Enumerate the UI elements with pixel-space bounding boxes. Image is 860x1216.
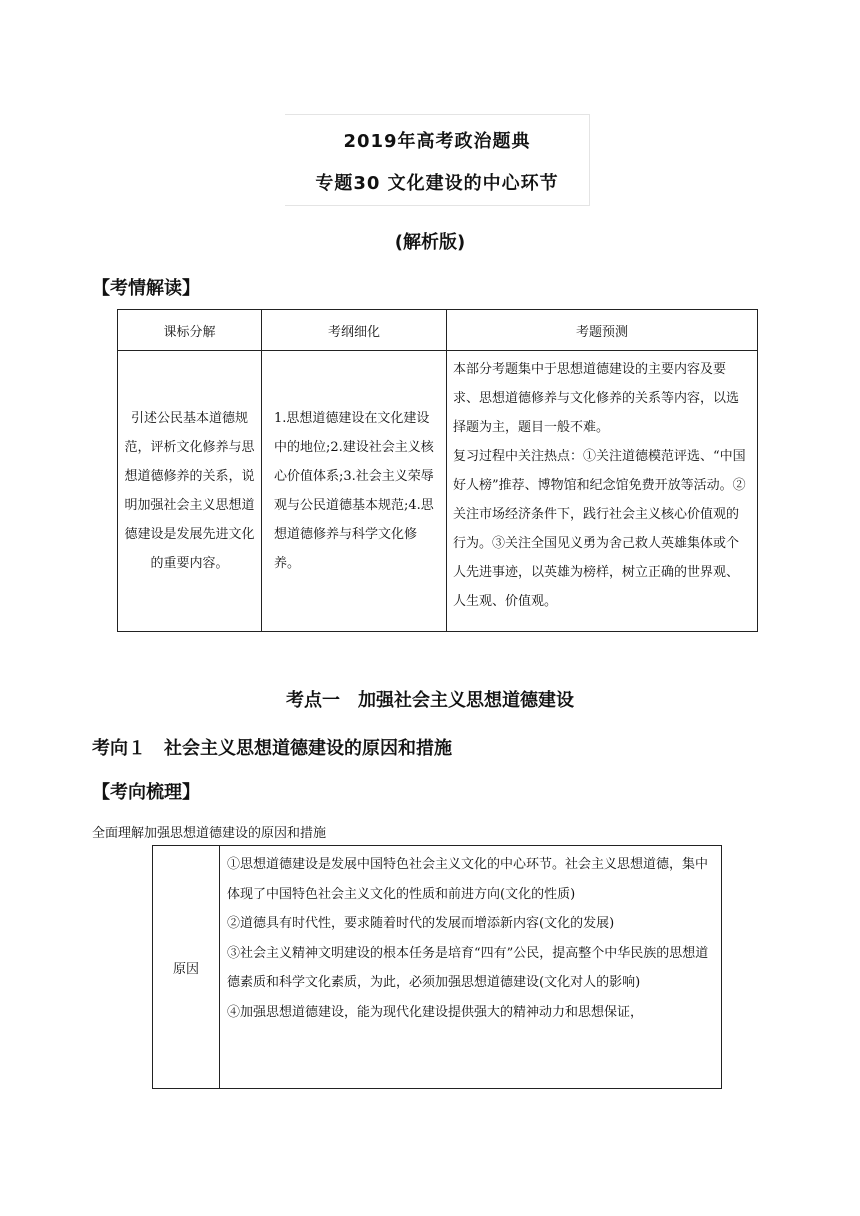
kaoxiang-heading: 考向１ 社会主义思想道德建设的原因和措施: [92, 738, 452, 759]
doc-title-line1: 2019年高考政治题典: [343, 131, 531, 152]
section-shuli-heading: 【考向梳理】: [92, 782, 200, 803]
cell-kaogang: 1.思想道德建设在文化建设中的地位;2.建设社会主义核心价值体系;3.社会主义荣辱观与公民道德基本规范;4.思想道德修养与科学文化修养。: [262, 351, 447, 632]
reason-item-4: ④加强思想道德建设，能为现代化建设提供强大的精神动力和思想保证，: [227, 1004, 644, 1020]
header-cell-kebiao: 课标分解: [118, 310, 262, 351]
header-cell-kaogang: 考纲细化: [262, 310, 447, 351]
cell-kebiao: 引述公民基本道德规范，评析文化修养与思想道德修养的关系，说明加强社会主义思想道德建设是发展先进文化的重要内容。: [118, 351, 262, 632]
reason-item-2: ②道德具有时代性，要求随着时代的发展而增添新内容(文化的发展): [227, 916, 615, 931]
reasons-row: [153, 846, 722, 1089]
doc-title-line2: 专题30 文化建设的中心环节: [315, 173, 559, 194]
reason-item-1: ①思想道德建设是发展中国特色社会主义文化的中心环节。社会主义思想道德，集中体现了中国特色社会主义文化的性质和前进方向(文化的性质): [227, 857, 709, 902]
reason-content-cell: [220, 846, 722, 1089]
header-cell-kaoti: 考题预测: [447, 310, 758, 351]
title-box: [285, 114, 590, 206]
kaoqing-table: [117, 309, 758, 632]
doc-subtitle: (解析版): [394, 232, 466, 253]
kaoti-paragraph-1: 本部分考题集中于思想道德建设的主要内容及要求、思想道德修养与文化修养的关系等内容，以选择题为主，题目一般不难。: [453, 362, 740, 435]
reasons-table: [152, 845, 722, 1089]
table-header-row: [118, 310, 758, 351]
reason-label-cell: 原因: [153, 846, 220, 1089]
section-kaoqing-heading: 【考情解读】: [92, 278, 200, 299]
reason-item-3: ③社会主义精神文明建设的根本任务是培育“四有”公民，提高整个中华民族的思想道德素质和科学文化素质，为此，必须加强思想道德建设(文化对人的影响): [227, 945, 709, 990]
kaoti-paragraph-2: 复习过程中关注热点：①关注道德模范评选、“中国好人榜”推荐、博物馆和纪念馆免费开放等活动。②关注市场经济条件下，践行社会主义核心价值观的行为。③关注全国见义勇为舍己救人英雄集体或个人先进事迹，以英雄为榜样，树立正确的世界观、人生观、价值观。: [453, 449, 746, 609]
table-body-row: [118, 351, 758, 632]
cell-kaoti: [447, 351, 758, 632]
kaodian-heading: 考点一 加强社会主义思想道德建设: [286, 690, 574, 711]
intro-text: 全面理解加强思想道德建设的原因和措施: [92, 826, 327, 841]
